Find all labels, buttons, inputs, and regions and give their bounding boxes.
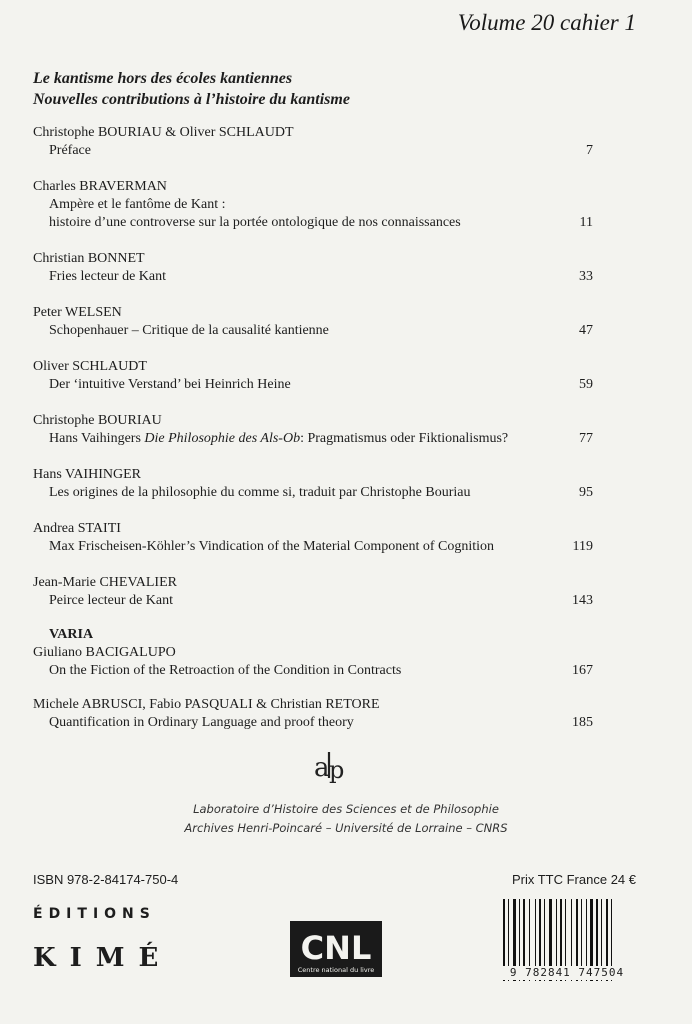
toc-entry [33,466,593,502]
toc-author: Peter WELSEN [33,305,122,320]
toc-entry [33,520,593,556]
toc-title: Les origines de la philosophie du comme si, traduit par Christophe Bouriau [49,485,471,500]
svg-text:p: p [329,756,345,784]
toc-page: 95 [579,485,593,500]
toc-author: Christophe BOURIAU [33,413,162,428]
toc-title-row [33,322,593,340]
ahp-logo-icon [312,748,356,788]
toc-title-italic: Die Philosophie des Als-Ob [144,431,301,446]
section-heading-varia: VARIA [49,627,94,642]
toc-title: Schopenhauer – Critique de la causalité kantienne [49,323,329,338]
issue-theme [33,68,350,110]
toc-title-row [33,538,593,556]
price: Prix TTC France 24 € [511,872,636,887]
toc-page: 47 [579,323,593,338]
toc-entry [33,574,593,610]
toc-title: Préface [49,143,91,158]
toc-title-post: : Pragmatismus oder Fiktionalismus? [300,431,509,446]
toc-author: Charles BRAVERMAN [33,179,167,194]
toc-title-row [33,484,593,502]
toc-page: 143 [572,593,593,608]
isbn: ISBN 978-2-84174-750-4 [33,872,179,887]
toc-title-pre: Hans Vaihingers [49,431,145,446]
svg-text:a: a [314,753,330,783]
svg-text:CNL: CNL [300,929,372,967]
toc-author: Michele ABRUSCI, Fabio PASQUALI & Christian RETORE [33,697,380,712]
toc-title-row [33,592,593,610]
toc-page: 11 [579,215,593,230]
toc-page: 33 [579,269,593,284]
toc-entry [33,358,593,394]
toc-title-row [33,376,593,394]
toc-title: Fries lecteur de Kant [49,269,167,284]
toc-author: Christophe BOURIAU & Oliver SCHLAUDT [33,125,294,140]
toc-title: histoire d’une controverse sur la portée ontologique de nos connaissances [49,215,461,230]
toc-page: 77 [579,431,593,446]
toc-title-row [33,142,593,160]
barcode-digits: 9 782841 747504 [493,966,641,980]
theme-line-1: Le kantisme hors des écoles kantiennes [33,70,293,87]
svg-text:Centre national du livre: Centre national du livre [297,966,375,974]
toc-entry [33,626,593,680]
toc-entry [33,304,593,340]
toc-title-row [33,714,593,732]
toc-author: Hans VAIHINGER [33,467,141,482]
toc-page: 59 [579,377,593,392]
toc-title: Max Frischeisen-Köhler’s Vindication of the Material Component of Cognition [49,539,495,554]
toc-title: Quantification in Ordinary Language and proof theory [49,715,354,730]
toc-entry [33,124,593,160]
laboratory-credit [0,800,692,838]
toc-author: Giuliano BACIGALUPO [33,645,176,660]
toc-title-row [33,662,593,680]
theme-line-2: Nouvelles contributions à l’histoire du kantisme [33,91,350,108]
cnl-logo-icon [290,921,382,977]
toc-author: Oliver SCHLAUDT [33,359,147,374]
toc-author: Jean-Marie CHEVALIER [33,575,177,590]
toc-page: 119 [572,539,593,554]
toc-entry [33,178,593,232]
toc-entry [33,250,593,286]
publisher-name: KIMÉ [33,943,173,973]
toc-title-row [33,214,593,232]
toc-title: Peirce lecteur de Kant [49,593,173,608]
publisher-editions: ÉDITIONS [33,906,156,922]
toc-title: Der ‘intuitive Verstand’ bei Heinrich Heine [49,377,291,392]
toc-title: On the Fiction of the Retroaction of the Condition in Contracts [49,663,402,678]
toc-title-row [33,268,593,286]
toc-page: 167 [572,663,593,678]
toc-author: Christian BONNET [33,251,145,266]
toc-title-line-1: Ampère et le fantôme de Kant : [49,197,226,212]
toc-author: Andrea STAITI [33,521,121,536]
toc-entry [33,412,593,448]
toc-page: 7 [586,143,593,158]
toc-title-row [33,430,593,448]
lab-line-2: Archives Henri-Poincaré – Université de Lorraine – CNRS [184,821,508,835]
toc-entry [33,696,593,732]
toc-page: 185 [572,715,593,730]
lab-line-1: Laboratoire d’Histoire des Sciences et de Philosophie [193,802,499,816]
volume-header: Volume 20 cahier 1 [457,10,636,35]
